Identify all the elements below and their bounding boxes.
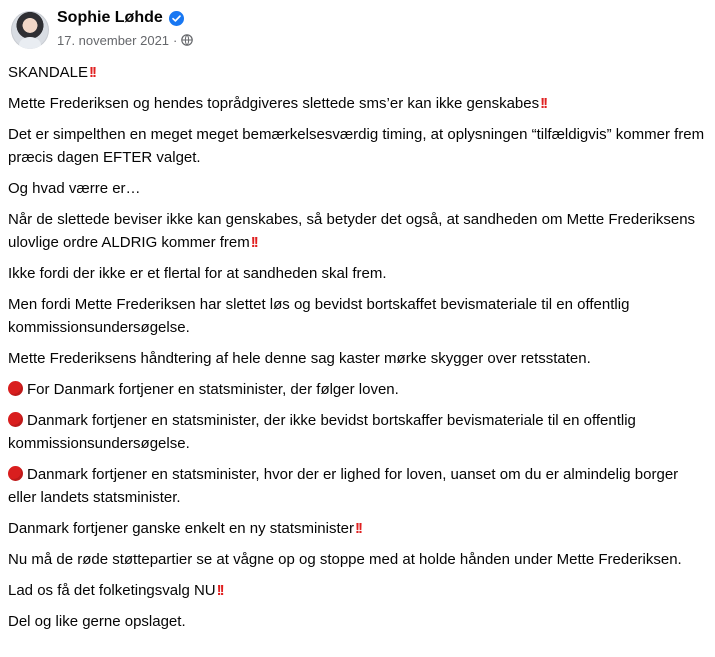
post-meta-row [57,30,193,50]
meta-separator: · [173,32,178,48]
post-bullet-2 [8,409,708,455]
post-paragraph-1 [8,61,708,84]
post-paragraph-15 [8,610,708,633]
post-text-8: Mette Frederiksens håndtering af hele denne sag kaster mørke skygger over retsstaten. [8,350,591,367]
double-exclamation-icon: !! [355,520,361,537]
author-name[interactable]: Sophie Løhde [57,9,163,26]
author-avatar[interactable] [11,11,49,49]
globe-icon[interactable] [181,34,193,46]
post-paragraph-4 [8,177,708,200]
post-paragraph-3 [8,123,708,169]
red-circle-icon [8,381,23,396]
post-paragraph-2 [8,92,708,115]
post-text-12: Danmark fortjener ganske enkelt en ny statsminister [8,520,354,537]
post-text-2: Mette Frederiksen og hendes toprådgiveres slettede sms’er kan ikke genskabes [8,95,540,112]
post-text-1: SKANDALE [8,64,89,81]
post-header [11,10,193,50]
post-text-7: Men fordi Mette Frederiksen har slettet løs og bevidst bortskaffet bevismateriale til en offentlig kommissionsundersøgelse. [8,296,630,336]
red-circle-icon [8,466,23,481]
double-exclamation-icon: !! [89,64,96,81]
author-meta [57,8,193,50]
post-paragraph-8 [8,347,708,370]
post-text-6: Ikke fordi der ikke er et flertal for at sandheden skal frem. [8,265,387,282]
post-text-11: Danmark fortjener en statsminister, hvor der er lighed for loven, uanset om du er almindelig borger eller landets statsminister. [8,466,679,506]
post-text-3: Det er simpelthen en meget meget bemærkelsesværdig timing, at oplysningen “tilfældigvis” kommer frem præcis dagen EFTER valget. [8,126,705,166]
post-text-14: Lad os få det folketingsvalg NU [8,582,216,599]
post-text-13: Nu må de røde støttepartier se at vågne op og stoppe med at holde hånden under Mette Frederiksen. [8,551,682,568]
post-paragraph-12 [8,517,708,540]
author-name-row [57,8,193,28]
post-text-4: Og hvad værre er… [8,180,141,197]
post-text-15: Del og like gerne opslaget. [8,613,186,630]
double-exclamation-icon: !! [250,234,257,251]
post-paragraph-5 [8,208,708,254]
post-text-9: For Danmark fortjener en statsminister, der følger loven. [27,381,399,398]
red-circle-icon [8,412,23,427]
post-paragraph-14 [8,579,708,602]
post-date[interactable]: 17. november 2021 [57,32,170,48]
post-paragraph-7 [8,293,708,339]
post-body [8,61,708,641]
double-exclamation-icon: !! [540,95,547,112]
post-text-10: Danmark fortjener en statsminister, der ikke bevidst bortskaffer bevismateriale til en offentlig kommissionsundersøgelse. [8,412,636,452]
post-text-5: Når de slettede beviser ikke kan genskabes, så betyder det også, at sandheden om Mette Frederiksens ulovlige ordre ALDRIG kommer frem [8,211,696,251]
verified-badge-icon [169,11,184,26]
double-exclamation-icon: !! [216,582,223,599]
post-paragraph-6 [8,262,708,285]
post-bullet-3 [8,463,708,509]
post-paragraph-13 [8,548,708,571]
post-bullet-1 [8,378,708,401]
